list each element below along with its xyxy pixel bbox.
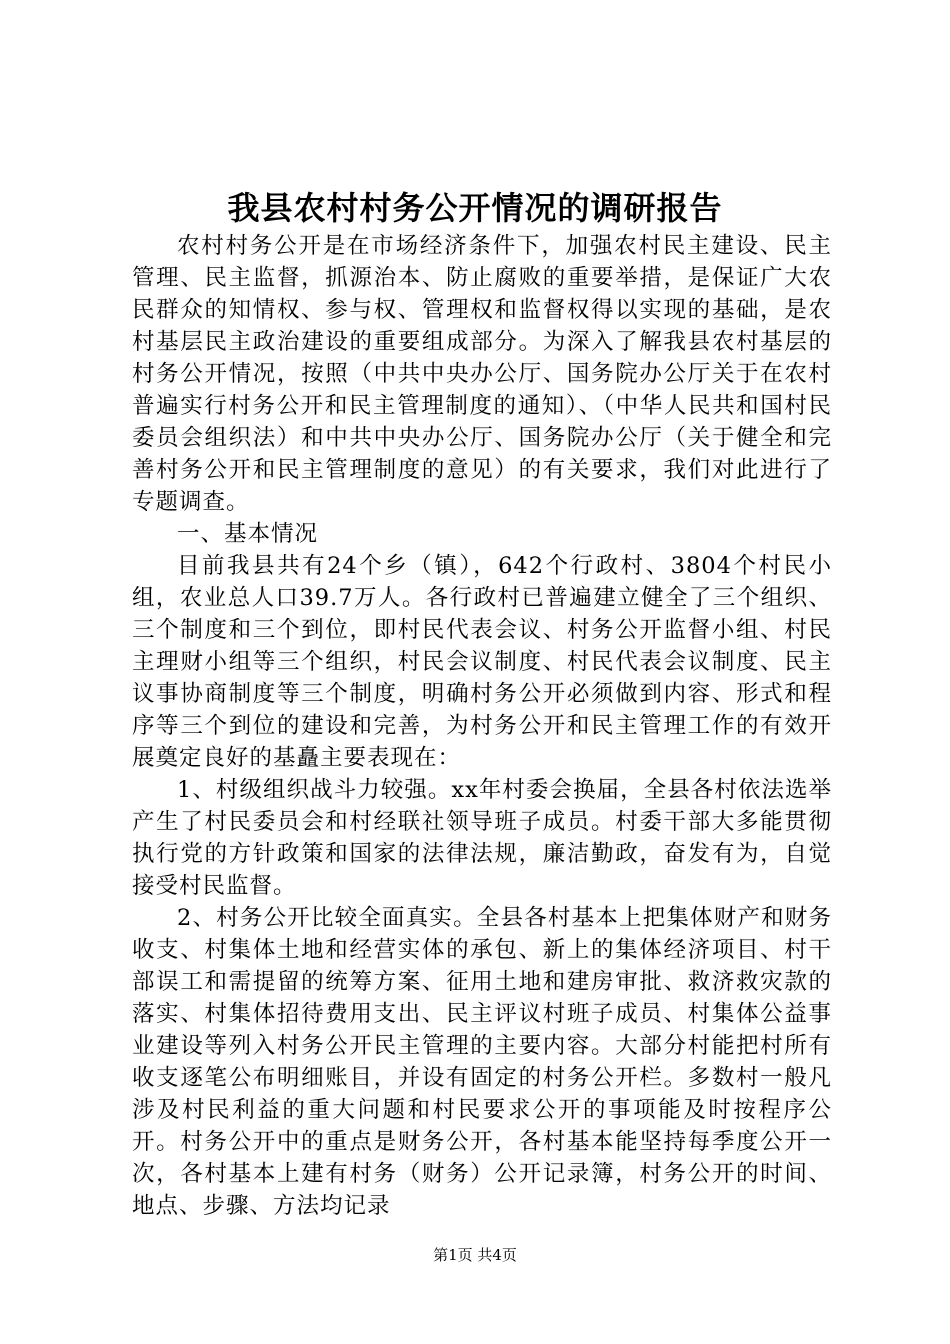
section-heading-basic-situation: 一、基本情况 [177, 521, 319, 547]
page-footer: 第1页 共4页 [433, 1246, 517, 1264]
document-title: 我县农村村务公开情况的调研报告 [227, 189, 723, 227]
paragraph-intro: 农村村务公开是在市场经济条件下，加强农村民主建设、民主管理、民主监督，抓源治本、防止腐败的重要举措，是保证广大农民群众的知情权、参与权、管理权和监督权得以实现的基础，是农村基层民主政治建设的重要组成部分。为深入了解我县农村基层的村务公开情况，按照（中共中央办公厅、国务院办公厅关于在农村普遍实行村务公开和民主管理制度的通知）、（中华人民共和国村民委员会组织法）和中共中央办公厅、国务院办公厅（关于健全和完善村务公开和民主管理制度的意见）的有关要求，我们对此进行了专题调查。 [132, 233, 832, 515]
document-body [132, 230, 832, 1222]
paragraph-point-1: 1、村级组织战斗力较强。xx年村委会换届，全县各村依法选举产生了村民委员会和村经联社领导班子成员。村委干部大多能贯彻执行党的方针政策和国家的法律法规，廉洁勤政，奋发有为，自觉接受村民监督。 [132, 777, 832, 899]
paragraph-basic-situation: 目前我县共有24个乡（镇），642个行政村、3804个村民小组，农业总人口39.7万人。各行政村已普遍建立健全了三个组织、三个制度和三个到位，即村民代表会议、村务公开监督小组、村民主理财小组等三个组织，村民会议制度、村民代表会议制度、民主议事协商制度等三个制度，明确村务公开必须做到内容、形式和程序等三个到位的建设和完善，为村务公开和民主管理工作的有效开展奠定良好的基矗主要表现在： [132, 553, 832, 771]
paragraph-point-2: 2、村务公开比较全面真实。全县各村基本上把集体财产和财务收支、村集体土地和经营实体的承包、新上的集体经济项目、村干部误工和需提留的统筹方案、征用土地和建房审批、救济救灾款的落实、村集体招待费用支出、民主评议村班子成员、村集体公益事业建设等列入村务公开民主管理的主要内容。大部分村能把村所有收支逐笔公布明细账目，并设有固定的村务公开栏。多数村一般凡涉及村民利益的重大问题和村民要求公开的事项能及时按程序公开。村务公开中的重点是财务公开，各村基本能坚持每季度公开一次，各村基本上建有村务（财务）公开记录簿，村务公开的时间、地点、步骤、方法均记录 [132, 905, 832, 1219]
